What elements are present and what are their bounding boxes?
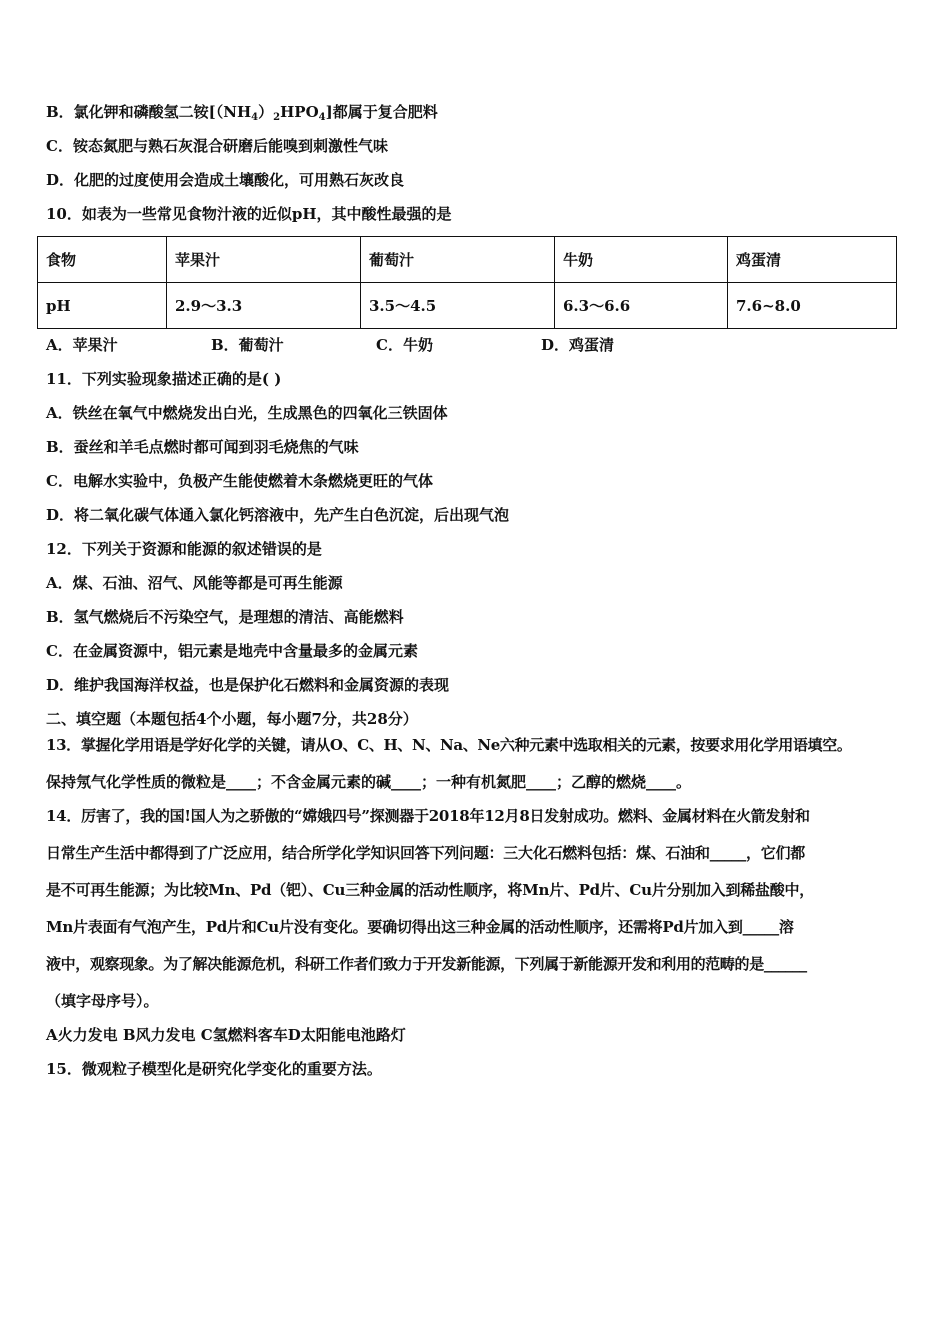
q13-line-1: 13．掌握化学用语是学好化学的关键，请从O、C、H、N、Na、Ne六种元素中选取相关的元素，按要求用化学用语填空。	[46, 736, 852, 754]
q10-option-c: C．牛奶	[376, 336, 433, 354]
table-cell: 6.3～6.6	[555, 283, 728, 329]
table-cell: 7.6~8.0	[728, 283, 897, 329]
q13-line-2: 保持氖气化学性质的微粒是____；不含金属元素的碱____；一种有机氮肥____；乙醇的燃烧____。	[46, 773, 692, 791]
q14-line-2: 日常生产生活中都得到了广泛应用，结合所学化学知识回答下列问题：三大化石燃料包括：煤、石油和_____，它们都	[46, 844, 806, 862]
q9b-text-1: B．氯化钾和磷酸氢二铵[（NH	[46, 103, 252, 121]
table-cell: 苹果汁	[167, 237, 361, 283]
q12-option-c: C．在金属资源中，铝元素是地壳中含量最多的金属元素	[46, 642, 418, 660]
table-cell: 3.5～4.5	[361, 283, 555, 329]
q11-option-d: D．将二氧化碳气体通入氯化钙溶液中，先产生白色沉淀，后出现气泡	[46, 506, 510, 524]
q11-option-c: C．电解水实验中，负极产生能使燃着木条燃烧更旺的气体	[46, 472, 433, 490]
q11-stem: 11．下列实验现象描述正确的是( )	[46, 370, 282, 388]
ph-table	[37, 236, 897, 329]
q10-options	[46, 335, 614, 355]
q9b-sub-3: 4	[318, 112, 326, 123]
table-cell: 牛奶	[555, 237, 728, 283]
q9b-text-3: HPO	[280, 103, 319, 121]
q9-option-b	[46, 102, 438, 128]
q11-option-a: A．铁丝在氧气中燃烧发出白光，生成黑色的四氧化三铁固体	[46, 404, 448, 422]
q9b-text-2: ）	[258, 103, 274, 121]
q9b-text-4: ]都属于复合肥料	[325, 103, 438, 121]
q12-option-a: A．煤、石油、沼气、风能等都是可再生能源	[46, 574, 343, 592]
q14-line-4: Mn片表面有气泡产生，Pd片和Cu片没有变化。要确切得出这三种金属的活动性顺序，还需将Pd片加入到_____溶	[46, 918, 794, 936]
table-cell: pH	[38, 283, 167, 329]
q14-line-7: A火力发电 B风力发电 C氢燃料客车D太阳能电池路灯	[46, 1026, 406, 1044]
table-cell: 葡萄汁	[361, 237, 555, 283]
q12-option-d: D．维护我国海洋权益，也是保护化石燃料和金属资源的表现	[46, 676, 450, 694]
q12-stem: 12．下列关于资源和能源的叙述错误的是	[46, 540, 322, 558]
q15-stem: 15．微观粒子模型化是研究化学变化的重要方法。	[46, 1060, 382, 1078]
table-header-row	[38, 237, 897, 283]
q9b-sub-1: 4	[251, 112, 259, 123]
table-cell: 2.9～3.3	[167, 283, 361, 329]
q9-option-c: C．铵态氮肥与熟石灰混合研磨后能嗅到刺激性气味	[46, 137, 388, 155]
q10-option-a: A．苹果汁	[46, 336, 118, 354]
q10-option-b: B．葡萄汁	[211, 336, 284, 354]
q10-option-d: D．鸡蛋清	[541, 336, 615, 354]
q11-option-b: B．蚕丝和羊毛点燃时都可闻到羽毛烧焦的气味	[46, 438, 359, 456]
q9b-sub-2: 2	[273, 112, 281, 123]
section-2-heading: 二、填空题（本题包括4个小题，每小题7分，共28分）	[46, 710, 418, 728]
q14-line-5: 液中，观察现象。为了解决能源危机，科研工作者们致力于开发新能源，下列属于新能源开发和利用的范畴的是______	[46, 955, 807, 973]
table-cell: 食物	[38, 237, 167, 283]
q14-line-1: 14．厉害了，我的国!国人为之骄傲的“嫦娥四号”探测器于2018年12月8日发射成功。燃料、金属材料在火箭发射和	[46, 807, 810, 825]
q10-stem: 10．如表为一些常见食物汁液的近似pH，其中酸性最强的是	[46, 205, 452, 223]
table-row	[38, 283, 897, 329]
q9-option-d: D．化肥的过度使用会造成土壤酸化，可用熟石灰改良	[46, 171, 405, 189]
q14-line-6: （填字母序号）。	[46, 992, 159, 1010]
q12-option-b: B．氢气燃烧后不污染空气，是理想的清洁、高能燃料	[46, 608, 404, 626]
q14-line-3: 是不可再生能源；为比较Mn、Pd（钯）、Cu三种金属的活动性顺序，将Mn片、Pd片、Cu片分别加入到稀盐酸中，	[46, 881, 814, 899]
table-cell: 鸡蛋清	[728, 237, 897, 283]
